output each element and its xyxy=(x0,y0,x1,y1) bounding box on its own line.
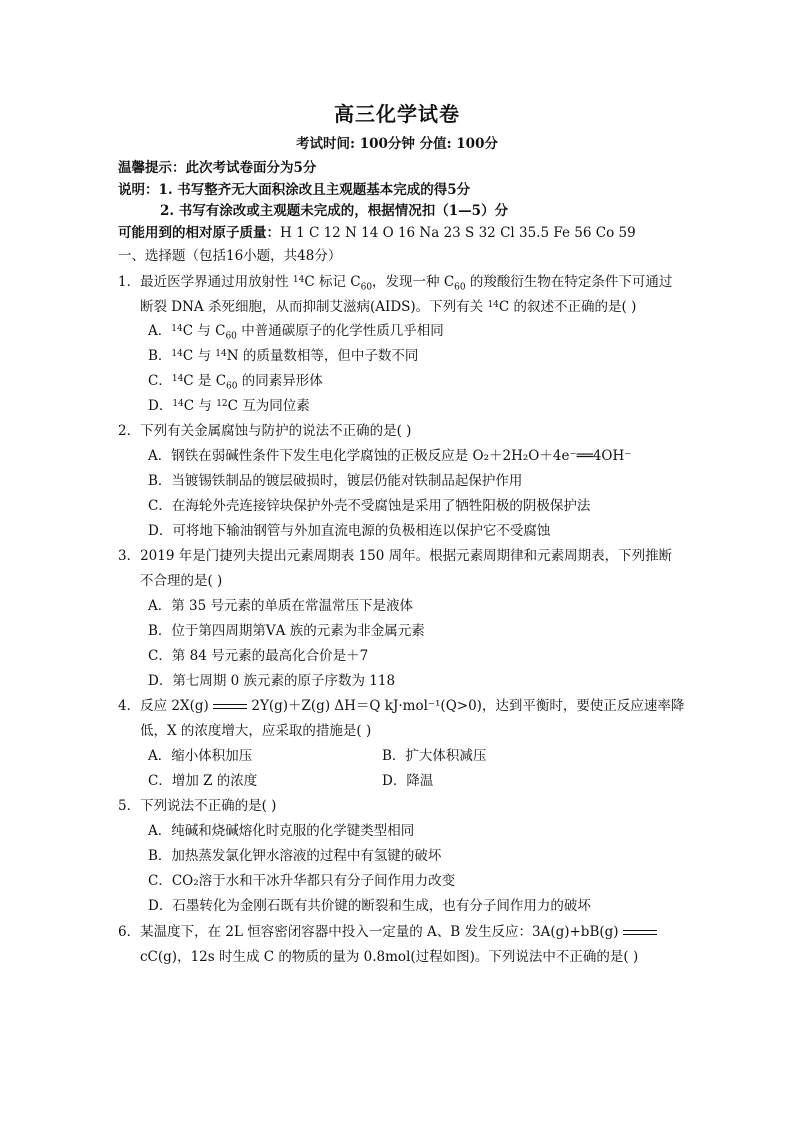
question-4-option-b: B．扩大体积减压 xyxy=(382,748,487,764)
q1-text: C 标记 C xyxy=(304,274,361,290)
q1-isotope: 14 xyxy=(172,399,184,409)
question-1-option-b xyxy=(148,346,418,366)
q1-subscript: 60 xyxy=(225,331,237,342)
question-2-option-c: C．在海轮外壳连接锌块保护外壳不受腐蚀是采用了牺牲阳极的阴极保护法 xyxy=(148,498,591,514)
equilibrium-arrow-icon xyxy=(213,702,247,712)
option-label: D． xyxy=(148,398,173,414)
q1-text: C 的叙述不正确的是( ) xyxy=(498,299,637,315)
question-5-option-d: D．石墨转化为金刚石既有共价键的断裂和生成，也有分子间作用力的破坏 xyxy=(148,898,591,914)
option-text: C 与 xyxy=(183,398,217,414)
option-text: C 是 C xyxy=(183,373,227,389)
question-6-stem-2: cC(g)，12s 时生成 C 的物质的量为 0.8mol(过程如图)。下列说法中不正确的是( ) xyxy=(140,949,639,965)
equilibrium-arrow-icon xyxy=(623,928,657,938)
question-3-option-a: A．第 35 号元素的单质在常温常压下是液体 xyxy=(148,598,414,614)
question-1-option-d xyxy=(148,396,310,416)
q4-text: 2Y(g)＋Z(g) ΔH＝Q kJ·mol⁻¹(Q>0)，达到平衡时，要使正反应速率降 xyxy=(251,698,685,714)
q6-text: 6．某温度下，在 2L 恒容密闭容器中投入一定量的 A、B 发生反应：3A(g)+bB(g) xyxy=(118,924,619,940)
question-2-option-d: D．可将地下输油钢管与外加直流电源的负极相连以保护它不受腐蚀 xyxy=(148,523,551,539)
q1-text: 断裂 DNA 杀死细胞，从而抑制艾滋病(AIDS)。下列有关 xyxy=(140,299,488,315)
q1-text: 的羧酸衍生物在特定条件下可通过 xyxy=(465,274,673,290)
exam-info: 考试时间: 100分钟 分值: 100分 xyxy=(296,136,498,152)
question-3-stem-2: 不合理的是( ) xyxy=(140,573,223,589)
option-text: C 互为同位素 xyxy=(227,398,310,414)
question-1-stem-2 xyxy=(140,297,636,317)
question-6-stem xyxy=(118,922,657,942)
option-text: C 与 C xyxy=(182,323,226,339)
q1-isotope: 14 xyxy=(171,374,184,384)
question-2-option-b: B．当镀锡铁制品的镀层破损时，镀层仍能对铁制品起保护作用 xyxy=(148,473,523,489)
q1-subscript: 60 xyxy=(360,282,373,293)
question-1-stem xyxy=(118,272,672,298)
question-4-option-a: A．缩小体积加压 xyxy=(148,748,253,764)
q1-text: 1．最近医学界通过用放射性 xyxy=(118,274,293,290)
atomic-mass-line xyxy=(118,223,636,243)
option-label: B． xyxy=(148,348,172,364)
question-3-stem: 3．2019 年是门捷列夫提出元素周期表 150 周年。根据元素周期律和元素周期表，下列推断 xyxy=(118,548,673,564)
atomic-mass-label: 可能用到的相对原子质量： xyxy=(118,225,280,241)
question-2-stem: 2．下列有关金属腐蚀与防护的说法不正确的是( ) xyxy=(118,423,412,439)
question-3-option-c: C．第 84 号元素的最高化合价是＋7 xyxy=(148,648,369,664)
q1-subscript: 60 xyxy=(226,381,238,392)
q1-isotope: 12 xyxy=(216,399,228,409)
section-heading: 一、选择题（包括16小题，共48分） xyxy=(118,248,342,264)
q1-isotope: 14 xyxy=(292,275,305,285)
question-1-option-a xyxy=(148,321,444,347)
option-label: A． xyxy=(148,323,172,339)
option-text: C 与 xyxy=(182,348,216,364)
question-5-option-c: C．CO₂溶于水和干冰升华都只有分子间作用力改变 xyxy=(148,873,456,889)
q1-isotope: 14 xyxy=(171,349,183,359)
question-3-option-b: B．位于第四周期第ⅤA 族的元素为非金属元素 xyxy=(148,623,425,639)
q1-isotope: 14 xyxy=(171,324,183,334)
option-text: N 的质量数相等，但中子数不同 xyxy=(226,348,419,364)
desc-line-1: 说明：1. 书写整齐无大面积涂改且主观题基本完成的得5分 xyxy=(118,182,471,198)
question-1-option-c xyxy=(148,371,323,397)
question-5-option-b: B．加热蒸发氯化钾水溶液的过程中有氢键的破坏 xyxy=(148,848,442,864)
q4-text: 4．反应 2X(g) xyxy=(118,698,209,714)
question-2-option-a: A．钢铁在弱碱性条件下发生电化学腐蚀的正极反应是 O₂＋2H₂O＋4e⁻══4OH⁻ xyxy=(148,448,632,464)
q1-isotope: 14 xyxy=(215,349,227,359)
q1-subscript: 60 xyxy=(454,282,466,293)
option-text: 中普通碳原子的化学性质几乎相同 xyxy=(236,323,444,339)
question-5-option-a: A．纯碱和烧碱熔化时克服的化学键类型相同 xyxy=(148,823,415,839)
question-4-option-c: C．增加 Z 的浓度 xyxy=(148,773,258,789)
question-5-stem: 5．下列说法不正确的是( ) xyxy=(118,798,277,814)
atomic-mass-values: H 1 C 12 N 14 O 16 Na 23 S 32 Cl 35.5 Fe 56 Co 59 xyxy=(280,225,636,241)
question-4-stem-2: 低，X 的浓度增大，应采取的措施是( ) xyxy=(140,723,372,739)
question-4-stem xyxy=(118,696,684,716)
desc-line-2: 2. 书写有涂改或主观题未完成的，根据情况扣（1—5）分 xyxy=(160,203,509,219)
option-text: 的同素异形体 xyxy=(237,373,323,389)
tip-line: 温馨提示：此次考试卷面分为5分 xyxy=(118,160,317,176)
q1-text: ，发现一种 C xyxy=(372,274,455,290)
question-4-option-d: D．降温 xyxy=(382,773,434,789)
q1-isotope: 14 xyxy=(487,300,499,310)
page-title: 高三化学试卷 xyxy=(334,102,460,126)
option-label: C． xyxy=(148,373,172,389)
question-3-option-d: D．第七周期 0 族元素的原子序数为 118 xyxy=(148,673,396,689)
